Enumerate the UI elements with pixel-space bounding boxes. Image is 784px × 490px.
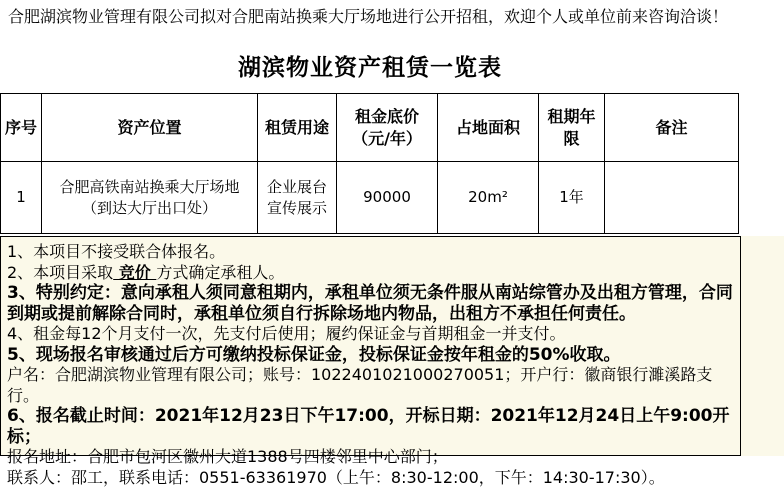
column-header-seq: 序号 <box>1 94 42 162</box>
note-4: 4、租金每12个月支付一次，先支付后使用；履约保证金与首期租金一并支付。 <box>7 324 566 343</box>
column-header-area: 占地面积 <box>438 94 539 162</box>
note-2 <box>7 263 738 284</box>
cell-term: 1年 <box>539 162 605 234</box>
note-2-highlight: 竞价 <box>113 262 157 282</box>
banner-text: 合肥湖滨物业管理有限公司拟对合肥南站换乘大厅场地进行公开招租，欢迎个人或单位前来咨询洽谈！ <box>8 7 729 26</box>
column-header-usage: 租赁用途 <box>258 94 337 162</box>
cell-usage: 企业展台宣传展示 <box>258 162 337 234</box>
column-header-term: 租期年限 <box>539 94 605 162</box>
note-1: 1、本项目不接受联合体报名。 <box>7 242 226 261</box>
note-2-prefix: 2、本项目采取 <box>7 262 114 282</box>
note-2-suffix: 方式确定承租人。 <box>156 262 285 282</box>
notes-box <box>0 236 741 487</box>
page-title: 湖滨物业资产租赁一览表 <box>238 55 502 81</box>
note-8-address: 报名地址：合肥市包河区徽州大道1388号四楼邻里中心部门； <box>7 447 448 466</box>
column-header-price: 租金底价（元/年） <box>337 94 438 162</box>
note-6-bank: 户名：合肥湖滨物业管理有限公司；账号：1022401021000270051；开户行：徽商银行濉溪路支行。 <box>7 365 713 405</box>
rental-table <box>0 93 739 234</box>
column-header-remarks: 备注 <box>605 94 739 162</box>
cell-remarks <box>605 162 739 234</box>
table-row <box>1 162 739 234</box>
cell-seq: 1 <box>1 162 42 234</box>
cell-price: 90000 <box>337 162 438 234</box>
cell-location: 合肥高铁南站换乘大厅场地（到达大厅出口处） <box>42 162 258 234</box>
cell-area: 20m² <box>438 162 539 234</box>
note-3: 3、特别约定：意向承租人须同意租期内，承租单位须无条件服从南站综管办及出租方管理，合同到期或提前解除合同时，承租单位须自行拆除场地内物品，出租方不承担任何责任。 <box>7 283 733 324</box>
table-header-row <box>1 94 739 162</box>
note-9-contact: 联系人：邵工，联系电话：0551-63361970（上午：8:30-12:00，下午：14:30-17:30）。 <box>7 467 665 487</box>
note-7-deadline: 6、报名截止时间：2021年12月23日下午17:00，开标日期：2021年12月24日上午9:00开标； <box>7 406 730 447</box>
column-header-location: 资产位置 <box>42 94 258 162</box>
notes-section <box>0 236 784 487</box>
note-5: 5、现场报名审核通过后方可缴纳投标保证金，投标保证金按年租金的50%收取。 <box>7 344 621 365</box>
